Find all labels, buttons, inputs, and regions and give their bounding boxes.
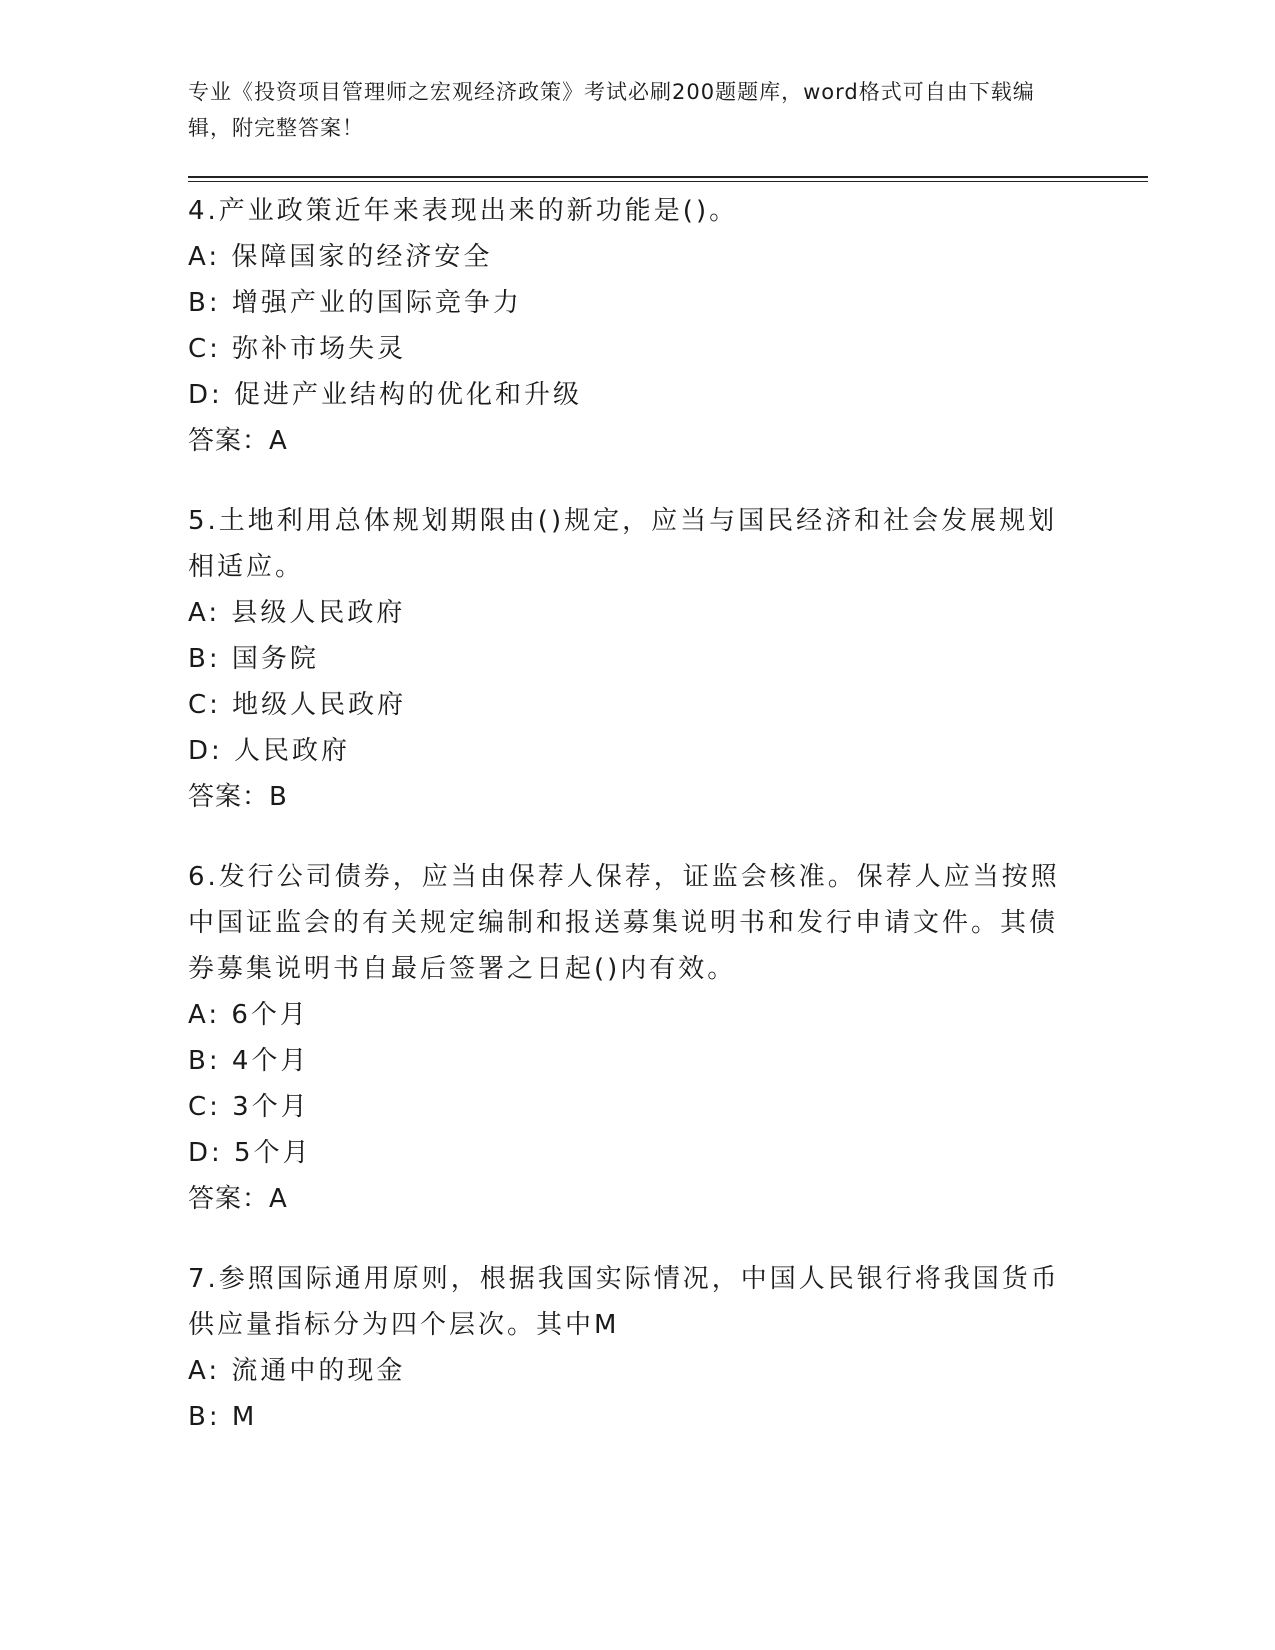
question-5 — [188, 498, 1068, 820]
answer: 答案：B — [188, 782, 288, 812]
option-c: C: 地级人民政府 — [188, 690, 407, 720]
option-a: A: 流通中的现金 — [188, 1356, 406, 1386]
question-stem: 5.土地利用总体规划期限由()规定，应当与国民经济和社会发展规划相适应。 — [188, 506, 1058, 582]
document-header: 专业《投资项目管理师之宏观经济政策》考试必刷200题题库，word格式可自由下载编辑，附完整答案！ — [188, 80, 1035, 140]
question-stem: 7.参照国际通用原则，根据我国实际情况，中国人民银行将我国货币供应量指标分为四个层次。其中M — [188, 1264, 1060, 1340]
answer: 答案：A — [188, 1184, 288, 1214]
option-a: A: 6个月 — [188, 1000, 309, 1030]
option-b: B: 4个月 — [188, 1046, 310, 1076]
option-c: C: 弥补市场失灵 — [188, 334, 407, 364]
header-divider — [188, 176, 1148, 178]
option-c: C: 3个月 — [188, 1092, 310, 1122]
question-7 — [188, 1256, 1068, 1440]
option-a: A: 保障国家的经济安全 — [188, 242, 493, 272]
question-stem: 6.发行公司债券，应当由保荐人保荐，证监会核准。保荐人应当按照中国证监会的有关规定编制和报送募集说明书和发行申请文件。其债券募集说明书自最后签署之日起()内有效。 — [188, 862, 1060, 984]
question-list — [188, 188, 1068, 1474]
question-4 — [188, 188, 1068, 464]
option-a: A: 县级人民政府 — [188, 598, 406, 628]
question-stem: 4.产业政策近年来表现出来的新功能是()。 — [188, 196, 739, 226]
answer: 答案：A — [188, 426, 288, 456]
question-6 — [188, 854, 1068, 1222]
option-b: B: 国务院 — [188, 644, 319, 674]
option-d: D: 促进产业结构的优化和升级 — [188, 380, 583, 410]
option-d: D: 人民政府 — [188, 736, 351, 766]
header-divider-thin — [188, 181, 1148, 182]
option-b: B: 增强产业的国际竞争力 — [188, 288, 522, 318]
option-b: B: M — [188, 1402, 258, 1432]
option-d: D: 5个月 — [188, 1138, 312, 1168]
